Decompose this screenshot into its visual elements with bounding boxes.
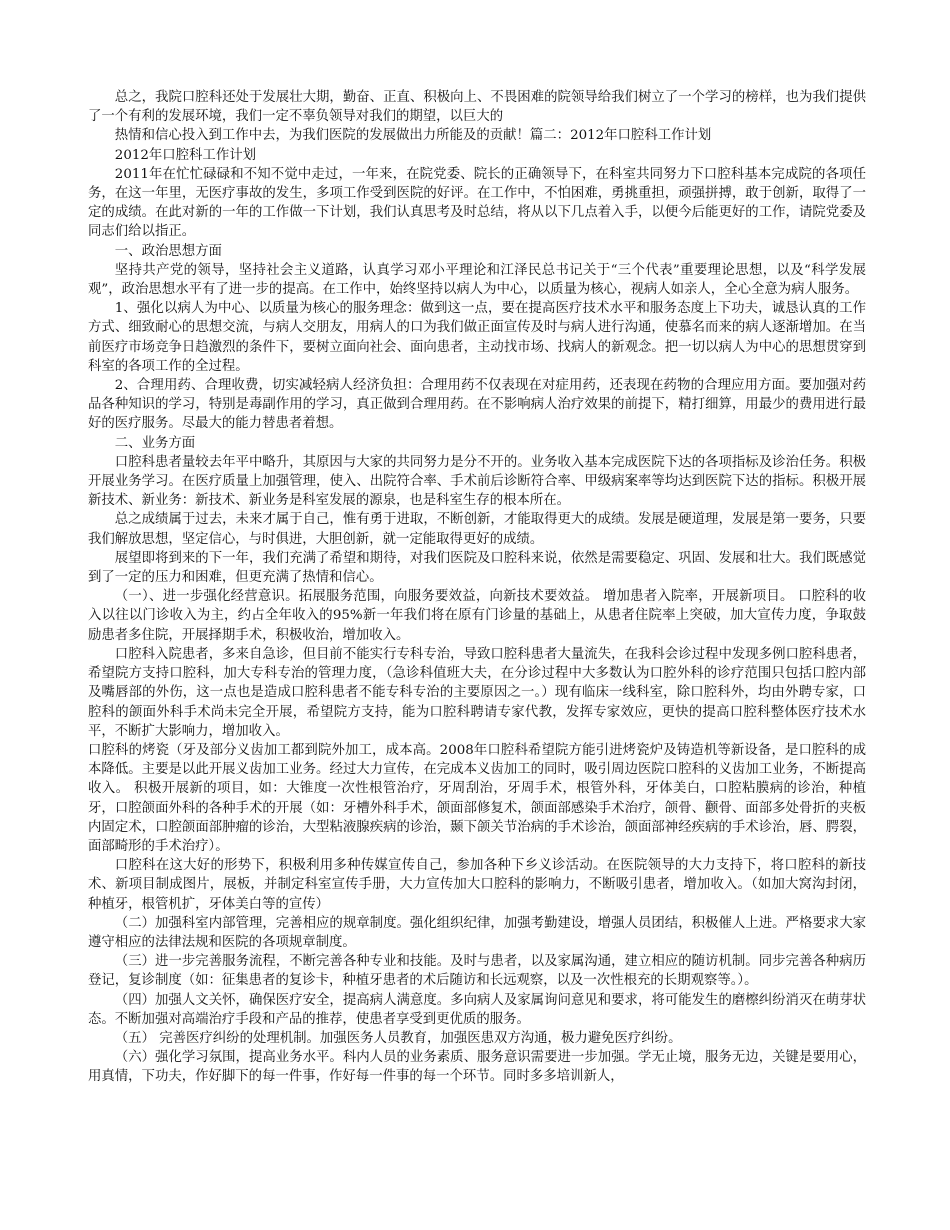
paragraph-patient-centered: 1、强化以病人为中心、以质量为核心的服务理念：做到这一点，要在提高医疗技术水平和服务态度上下功夫，诚恳认真的工作方式、细致耐心的思想交流，与病人交朋友，用病人的口为我们做正面宣传及时与病人进行沟通，使慕名而来的病人逐渐增加。在当前医疗市场竞争日趋激烈的条件下，要树立面向社会、面向患者，主动找市场、找病人的新观念。把一切以病人为中心的思想贯穿到科室的各项工作的全过程。 bbox=[88, 301, 866, 374]
section-heading-business: 二、业务方面 bbox=[114, 435, 196, 451]
paragraph-rational-medication: 2、合理用药、合理收费，切实减轻病人经济负担：合理用药不仅表现在对症用药，还表现在药物的合理应用方面。要加强对药品各种知识的学习，特别是毒副作用的学习，真正做到合理用药。在不影响病人治疗效果的前提下，精打细算，用最少的费用进行最好的医疗服务。尽最大的能力替患者着想。 bbox=[88, 378, 866, 432]
paragraph-conclusion-cont: 热情和信心投入到工作中去，为我们医院的发展做出力所能及的贡献！篇二：2012年口腔科工作计划 bbox=[114, 128, 712, 144]
paragraph-business: 口腔科患者量较去年平中略升，其原因与大家的共同努力是分不开的。业务收入基本完成医院下达的各项指标及诊治任务。积极开展业务学习。在医疗质量上加强管理，使入、出院符合率、手术前后诊断符合率、甲级病案率等均达到医院下达的指标。积极开展新技术、新业务：新技术、新业务是科室发展的源泉，也是科室生存的根本所在。 bbox=[88, 454, 866, 509]
paragraph-item-2: （二）加强科室内部管理，完善相应的规章制度。强化组织纪律，加强考勤建设，增强人员团结，积极催人上进。严格要求大家遵守相应的法律法规和医院的各项规章制度。 bbox=[88, 915, 866, 950]
paragraph-item-4: （四）加强人文关怀，确保医疗安全，提高病人满意度。多向病人及家属询问意见和要求，将可能发生的磨檫纠纷消灭在萌芽状态。不断加强对高端治疗手段和产品的推荐，使患者享受到更优质的服务。 bbox=[88, 992, 866, 1027]
paragraph-intro: 2011年在忙忙碌碌和不知不觉中走过，一年来，在院党委、院长的正确领导下，在科室共同努力下口腔科基本完成院的各项任务，在这一年里，无医疗事故的发生，多项工作受到医院的好评。在工作中，不怕困难，勇挑重担，顽强拼搏，敢于创新，取得了一定的成绩。在此对新的一年的工作做一下计划，我们认真思考及时总结，将从以下几点着入手，以便今后能更好的工作，请院党委及同志们给以指正。 bbox=[88, 166, 866, 240]
paragraph-achievements: 总之成绩属于过去，未来才属于自己，惟有勇于进取，不断创新，才能取得更大的成绩。发展是硬道理，发展是第一要务，只要我们解放思想，坚定信心，与时俱进，大胆创新，就一定能取得更好的成绩。 bbox=[88, 512, 866, 547]
paragraph-inpatients: 口腔科入院患者，多来自急诊，但目前不能实行专科专治，导致口腔科患者大量流失，在我科会诊过程中发现多例口腔科患者，希望院方支持口腔科，加大专科专治的管理力度，（急诊科值班大夫，在分诊过程中大多数认为口腔外科的诊疗范围只包括口腔内部及嘴唇部的外伤，这一点也是造成口腔科患者不能专科专治的主要原因之一。）现有临床一线科室，除口腔科外，均由外聘专家，口腔科的颌面外科手术尚未完全开展，希望院方支持，能为口腔科聘请专家代教，发挥专家效应，更快的提高口腔科整体医疗技术水平，不断扩大影响力，增加收入。 bbox=[88, 646, 866, 739]
paragraph-outlook: 展望即将到来的下一年，我们充满了希望和期待，对我们医院及口腔科来说，依然是需要稳定、巩固、发展和壮大。我们既感觉到了一定的压力和困难，但更充满了热情和信心。 bbox=[88, 550, 866, 586]
paragraph-conclusion: 总之，我院口腔科还处于发展壮大期，勤奋、正直、积极向上、不畏困难的院领导给我们树立了一个学习的榜样，也为我们提供了一个有利的发展环境，我们一定不辜负领导对我们的期望，以巨大的 bbox=[88, 90, 866, 125]
paragraph-item-5: （五） 完善医疗纠纷的处理机制。加强医务人员教育，加强医患双方沟通，极力避免医疗纠纷。 bbox=[114, 1030, 682, 1046]
document-page bbox=[88, 88, 866, 1087]
paragraph-item-3: （三）进一步完善服务流程，不断完善各种专业和技能。及时与患者，以及家属沟通，建立相应的随访机制。同步完善各种病历登记，复诊制度（如：征集患者的复诊卡，种植牙患者的术后随访和长远观察，以及一次性根充的长期观察等。）。 bbox=[88, 954, 866, 989]
paragraph-porcelain: 口腔科的烤瓷（牙及部分义齿加工都到院外加工，成本高。2008年口腔科希望院方能引进烤瓷炉及铸造机等新设备，是口腔科的成本降低。主要是以此开展义齿加工业务。经过大力宣传，在完成本义齿加工的同时，吸引周边医院口腔科的义齿加工业务，不断提高收入。 积极开展新的项目，如：大锥度一次性根管治疗，牙周刮治，牙周手术，根管外科，牙体美白，口腔粘膜病的诊治，种植牙，口腔颌面外科的各种手术的开展（如：牙槽外科手术，颌面部修复术，颌面部感染手术治疗，颌骨、颧骨、面部多处骨折的夹板内固定术，口腔颌面部肿瘤的诊治，大型粘液腺疾病的诊治，颞下颌关节治病的手术诊治，颌面部神经疾病的手术诊治，唇、腭裂，面部畸形的手术治疗）。 bbox=[88, 742, 866, 854]
section-heading-political: 一、政治思想方面 bbox=[114, 243, 222, 259]
paragraph-promotion: 口腔科在这大好的形势下，积极利用多种传媒宣传自己，参加各种下乡义诊活动。在医院领导的大力支持下，将口腔科的新技术、新项目制成图片，展板，并制定科室宣传手册，大力宣传加大口腔科的影响力，不断吸引患者，增加收入。（如加大窝沟封闭，种植牙，根管机扩，牙体美白等的宣传） bbox=[88, 858, 866, 912]
paragraph-item-1: （一）、进一步强化经营意识。拓展服务范围，向服务要效益，向新技术要效益。 增加患者入院率，开展新项目。 口腔科的收入以往以门诊收入为主，约占全年收入的95%新一年我们将在原有门诊量的基础上，从患者住院率上突破，加大宣传力度，争取鼓励患者多住院，开展择期手术，积极收治，增加收入。 bbox=[88, 589, 866, 643]
document-title: 2012年口腔科工作计划 bbox=[114, 147, 256, 163]
paragraph-political: 坚持共产党的领导，坚持社会主义道路，认真学习邓小平理论和江泽民总书记关于“三个代表”重要理论思想，以及“科学发展观”，政治思想水平有了进一步的提高。在工作中，始终坚持以病人为中心，以质量为核心，视病人如亲人，全心全意为病人服务。 bbox=[88, 262, 866, 298]
paragraph-item-6: （六）强化学习氛围，提高业务水平。科内人员的业务素质、服务意识需要进一步加强。学无止境，服务无边，关键是要用心，用真情，下功夫，作好脚下的每一件事，作好每一件事的每一个环节。同时多多培训新人， bbox=[88, 1050, 866, 1085]
